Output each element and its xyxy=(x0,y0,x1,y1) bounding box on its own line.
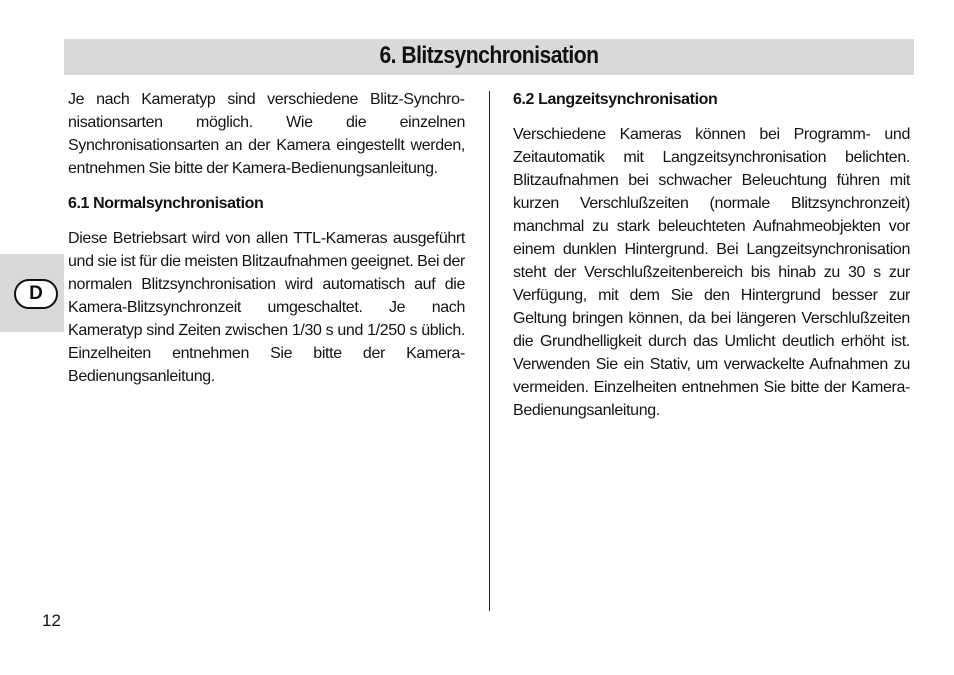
column-divider xyxy=(489,91,490,611)
page-number: 12 xyxy=(42,611,61,630)
language-badge: D xyxy=(14,279,58,309)
left-column xyxy=(68,88,465,388)
right-column xyxy=(513,88,910,422)
page-title: 6. Blitzsynchronisation xyxy=(379,42,599,69)
normalsync-paragraph: Diese Betriebsart wird von allen TTL-Kameras ausgeführt und sie ist für die meisten Blitzaufnahmen geeignet. Bei der normalen Blitzsynchronisation wird automatisch auf die Kamera-Blitzsynchronzeit umgeschaltet. Je nach Kameratyp sind Zeiten zwischen 1/30 s und 1/250 s üblich. Einzelheiten entnehmen Sie bitte der Kamera-Bedienungsanleitung. xyxy=(68,230,465,385)
langzeitsync-paragraph: Verschiedene Kameras können bei Programm- und Zeitautomatik mit Langzeitsynchronisation belichten. Blitzaufnahmen bei schwacher Beleuchtung führen mit kurzen Verschlußzeiten (normale Blitzsynchronzeit) manchmal zu stark beleuchteten Aufnahmeobjekten vor einem dunklen Hintergrund. Bei Langzeitsynchronisation steht der Verschlußzeitenbereich bis hinab zu 30 s zur Verfügung, mit dem Sie den Hintergrund besser zur Geltung bringen können, da bei längeren Verschlußzeiten die Grundhelligkeit durch das Umlicht deutlich erhöht ist. Verwenden Sie ein Stativ, um verwackelte Aufnahmen zu vermeiden. Einzelheiten entnehmen Sie bitte der Kamera-Bedienungsanleitung. xyxy=(513,126,910,419)
section-heading-langzeitsync: 6.2 Langzeitsynchronisation xyxy=(513,91,718,108)
section-heading-normalsync: 6.1 Normalsynchronisation xyxy=(68,195,264,212)
intro-paragraph: Je nach Kameratyp sind verschiedene Blitz-Synchronisationsarten möglich. Wie die einzelnen Synchronisationsarten an der Kamera eingestellt werden, entnehmen Sie bitte der Kamera-Bedienungsanleitung. xyxy=(68,91,465,177)
title-bar xyxy=(64,39,914,75)
